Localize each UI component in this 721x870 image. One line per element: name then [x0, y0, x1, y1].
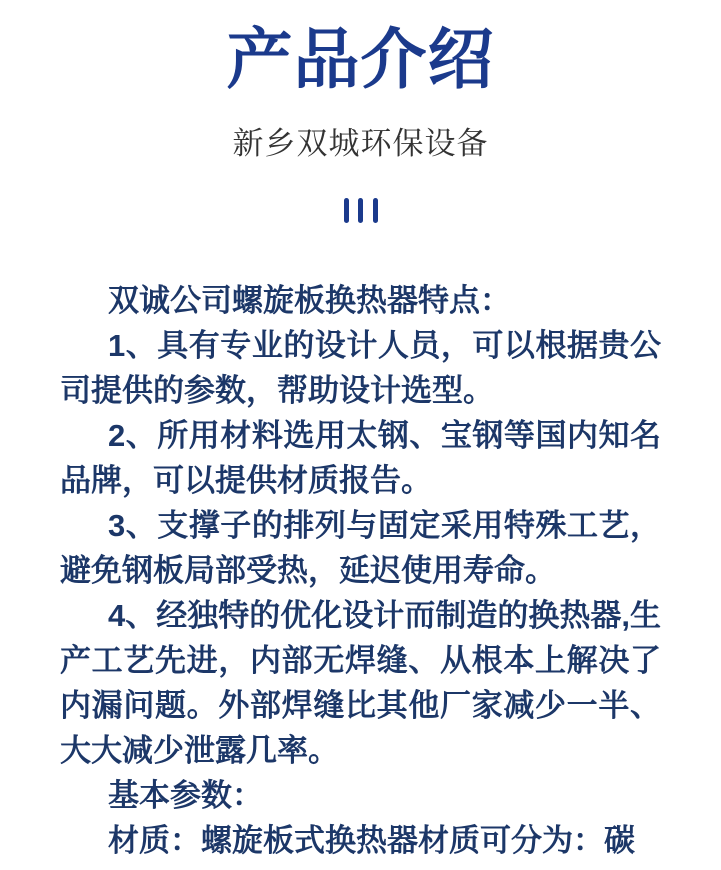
product-description: [60, 278, 661, 863]
material-line: 材质：螺旋板式换热器材质可分为：碳: [108, 823, 635, 859]
feature-item-3: 3、支撑子的排列与固定采用特殊工艺，避免钢板局部受热，延迟使用寿命。: [60, 508, 661, 589]
divider-bar: [373, 198, 378, 223]
divider-bar: [358, 198, 363, 223]
page-title: 产品介绍: [226, 22, 495, 96]
three-bars-divider-icon: [344, 198, 378, 223]
feature-item-4: 4、经独特的优化设计而制造的换热器,生产工艺先进，内部无焊缝、从根本上解决了内漏问题。外部焊缝比其他厂家减少一半、大大减少泄露几率。: [60, 598, 661, 769]
feature-item-1: 1、具有专业的设计人员，可以根据贵公司提供的参数，帮助设计选型。: [60, 328, 661, 409]
params-heading: 基本参数：: [108, 778, 263, 814]
features-heading: 双诚公司螺旋板换热器特点：: [108, 283, 511, 319]
page-subtitle: 新乡双城环保设备: [232, 126, 489, 162]
feature-item-2: 2、所用材料选用太钢、宝钢等国内知名品牌，可以提供材质报告。: [60, 418, 661, 499]
divider-bar: [344, 198, 349, 223]
